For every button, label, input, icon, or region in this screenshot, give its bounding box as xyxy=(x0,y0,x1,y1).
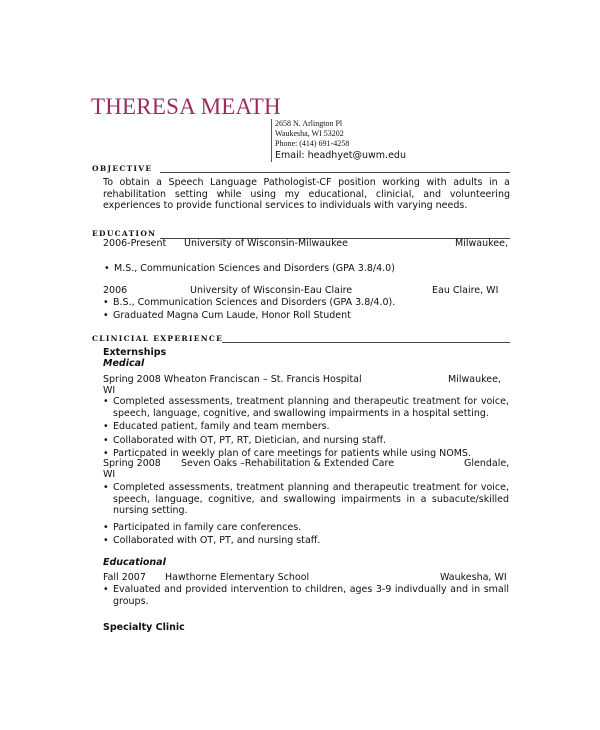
address-line-2: Waukesha, WI 53202 xyxy=(275,129,344,138)
list-item: • Participated in family care conferences. xyxy=(103,521,302,533)
clinical-heading: CLINICIAL EXPERIENCE xyxy=(92,334,224,343)
edu-2-location: Eau Claire, WI xyxy=(432,285,499,296)
list-item: • M.S., Communication Sciences and Disorders (GPA 3.8/4.0) xyxy=(104,263,395,274)
med-1-list xyxy=(103,396,509,460)
bullet-icon: • xyxy=(103,309,109,321)
edu-1-location: Milwaukee, xyxy=(455,238,508,249)
edu-2-school: University of Wisconsin-Eau Claire xyxy=(190,285,353,296)
edu-1-date: 2006-Present xyxy=(103,238,167,249)
edu-1-list xyxy=(104,263,395,276)
educ-date: Fall 2007 xyxy=(103,572,146,583)
objective-divider xyxy=(160,172,510,173)
med-1-location: Milwaukee, xyxy=(448,374,501,385)
med-2-location-wrap: WI xyxy=(103,469,116,480)
bullet-icon: • xyxy=(103,482,109,493)
objective-text: To obtain a Speech Language Pathologist-CF position working with adults in a rehabilitation setting while using my educational, clinicial, and volunteering experiences to provide functional services to individuals with varying needs. xyxy=(103,177,510,211)
contact-block xyxy=(271,119,406,162)
list-item: • Particpated in weekly plan of care meetings for patients while using NOMS. xyxy=(103,448,471,459)
med-2-list xyxy=(103,482,509,547)
objective-heading: OBJECTIVE xyxy=(92,164,153,173)
medical-label: Medical xyxy=(103,358,145,369)
educ-list xyxy=(103,584,509,607)
phone: Phone: (414) 691-4258 xyxy=(275,139,350,148)
list-item: • Educated patient, family and team members. xyxy=(103,421,330,432)
edu-2-list xyxy=(103,297,395,322)
bullet-icon: • xyxy=(103,421,109,432)
list-item: • Completed assessments, treatment planning and therapeutic treatment for voice, speech, language, cognitive, and swallowing impairments in a hospital setting. xyxy=(103,396,509,419)
resume-name: THERESA MEATH xyxy=(91,94,281,119)
med-2-date: Spring 2008 xyxy=(103,458,161,469)
edu-1-school: University of Wisconsin-Milwaukee xyxy=(184,238,348,249)
edu-2-date: 2006 xyxy=(103,285,128,296)
list-item: • Evaluated and provided intervention to children, ages 3-9 indivdually and in small groups. xyxy=(103,584,509,607)
educational-label: Educational xyxy=(103,557,166,568)
list-item: • Collaborated with OT, PT, RT, Dietician, and nursing staff. xyxy=(103,434,387,446)
bullet-icon: • xyxy=(103,434,109,446)
specialty-clinic-label: Specialty Clinic xyxy=(103,622,185,633)
med-2-location: Glendale, xyxy=(464,458,510,469)
med-1-date-place: Spring 2008 Wheaton Franciscan – St. Francis Hospital xyxy=(103,374,362,385)
bullet-icon: • xyxy=(103,297,109,308)
med-2-place: Seven Oaks –Rehabilitation & Extended Care xyxy=(181,458,395,469)
email: Email: headhyet@uwm.edu xyxy=(275,150,406,161)
address-line-1: 2658 N. Arlington Pl xyxy=(275,119,343,128)
education-heading: EDUCATION xyxy=(92,229,157,238)
bullet-icon: • xyxy=(103,584,109,595)
med-1-location-wrap: WI xyxy=(103,385,116,396)
bullet-icon: • xyxy=(103,448,109,459)
list-item: • Graduated Magna Cum Laude, Honor Roll Student xyxy=(103,309,351,321)
educ-place: Hawthorne Elementary School xyxy=(165,572,310,583)
bullet-icon: • xyxy=(103,521,109,533)
list-item: • B.S., Communication Sciences and Disorders (GPA 3.8/4.0). xyxy=(103,297,396,308)
bullet-icon: • xyxy=(103,396,109,407)
educ-location: Waukesha, WI xyxy=(440,572,507,583)
bullet-icon: • xyxy=(103,535,109,546)
externships-label: Externships xyxy=(103,347,167,358)
list-item: • Collaborated with OT, PT, and nursing staff. xyxy=(103,535,321,546)
clinical-divider xyxy=(222,342,510,343)
list-item: • Completed assessments, treatment planning and therapeutic treatment for voice, speech, language, cognitive, and swallowing impairments in a subacute/skilled nursing setting. xyxy=(103,482,509,516)
bullet-icon: • xyxy=(104,263,110,274)
